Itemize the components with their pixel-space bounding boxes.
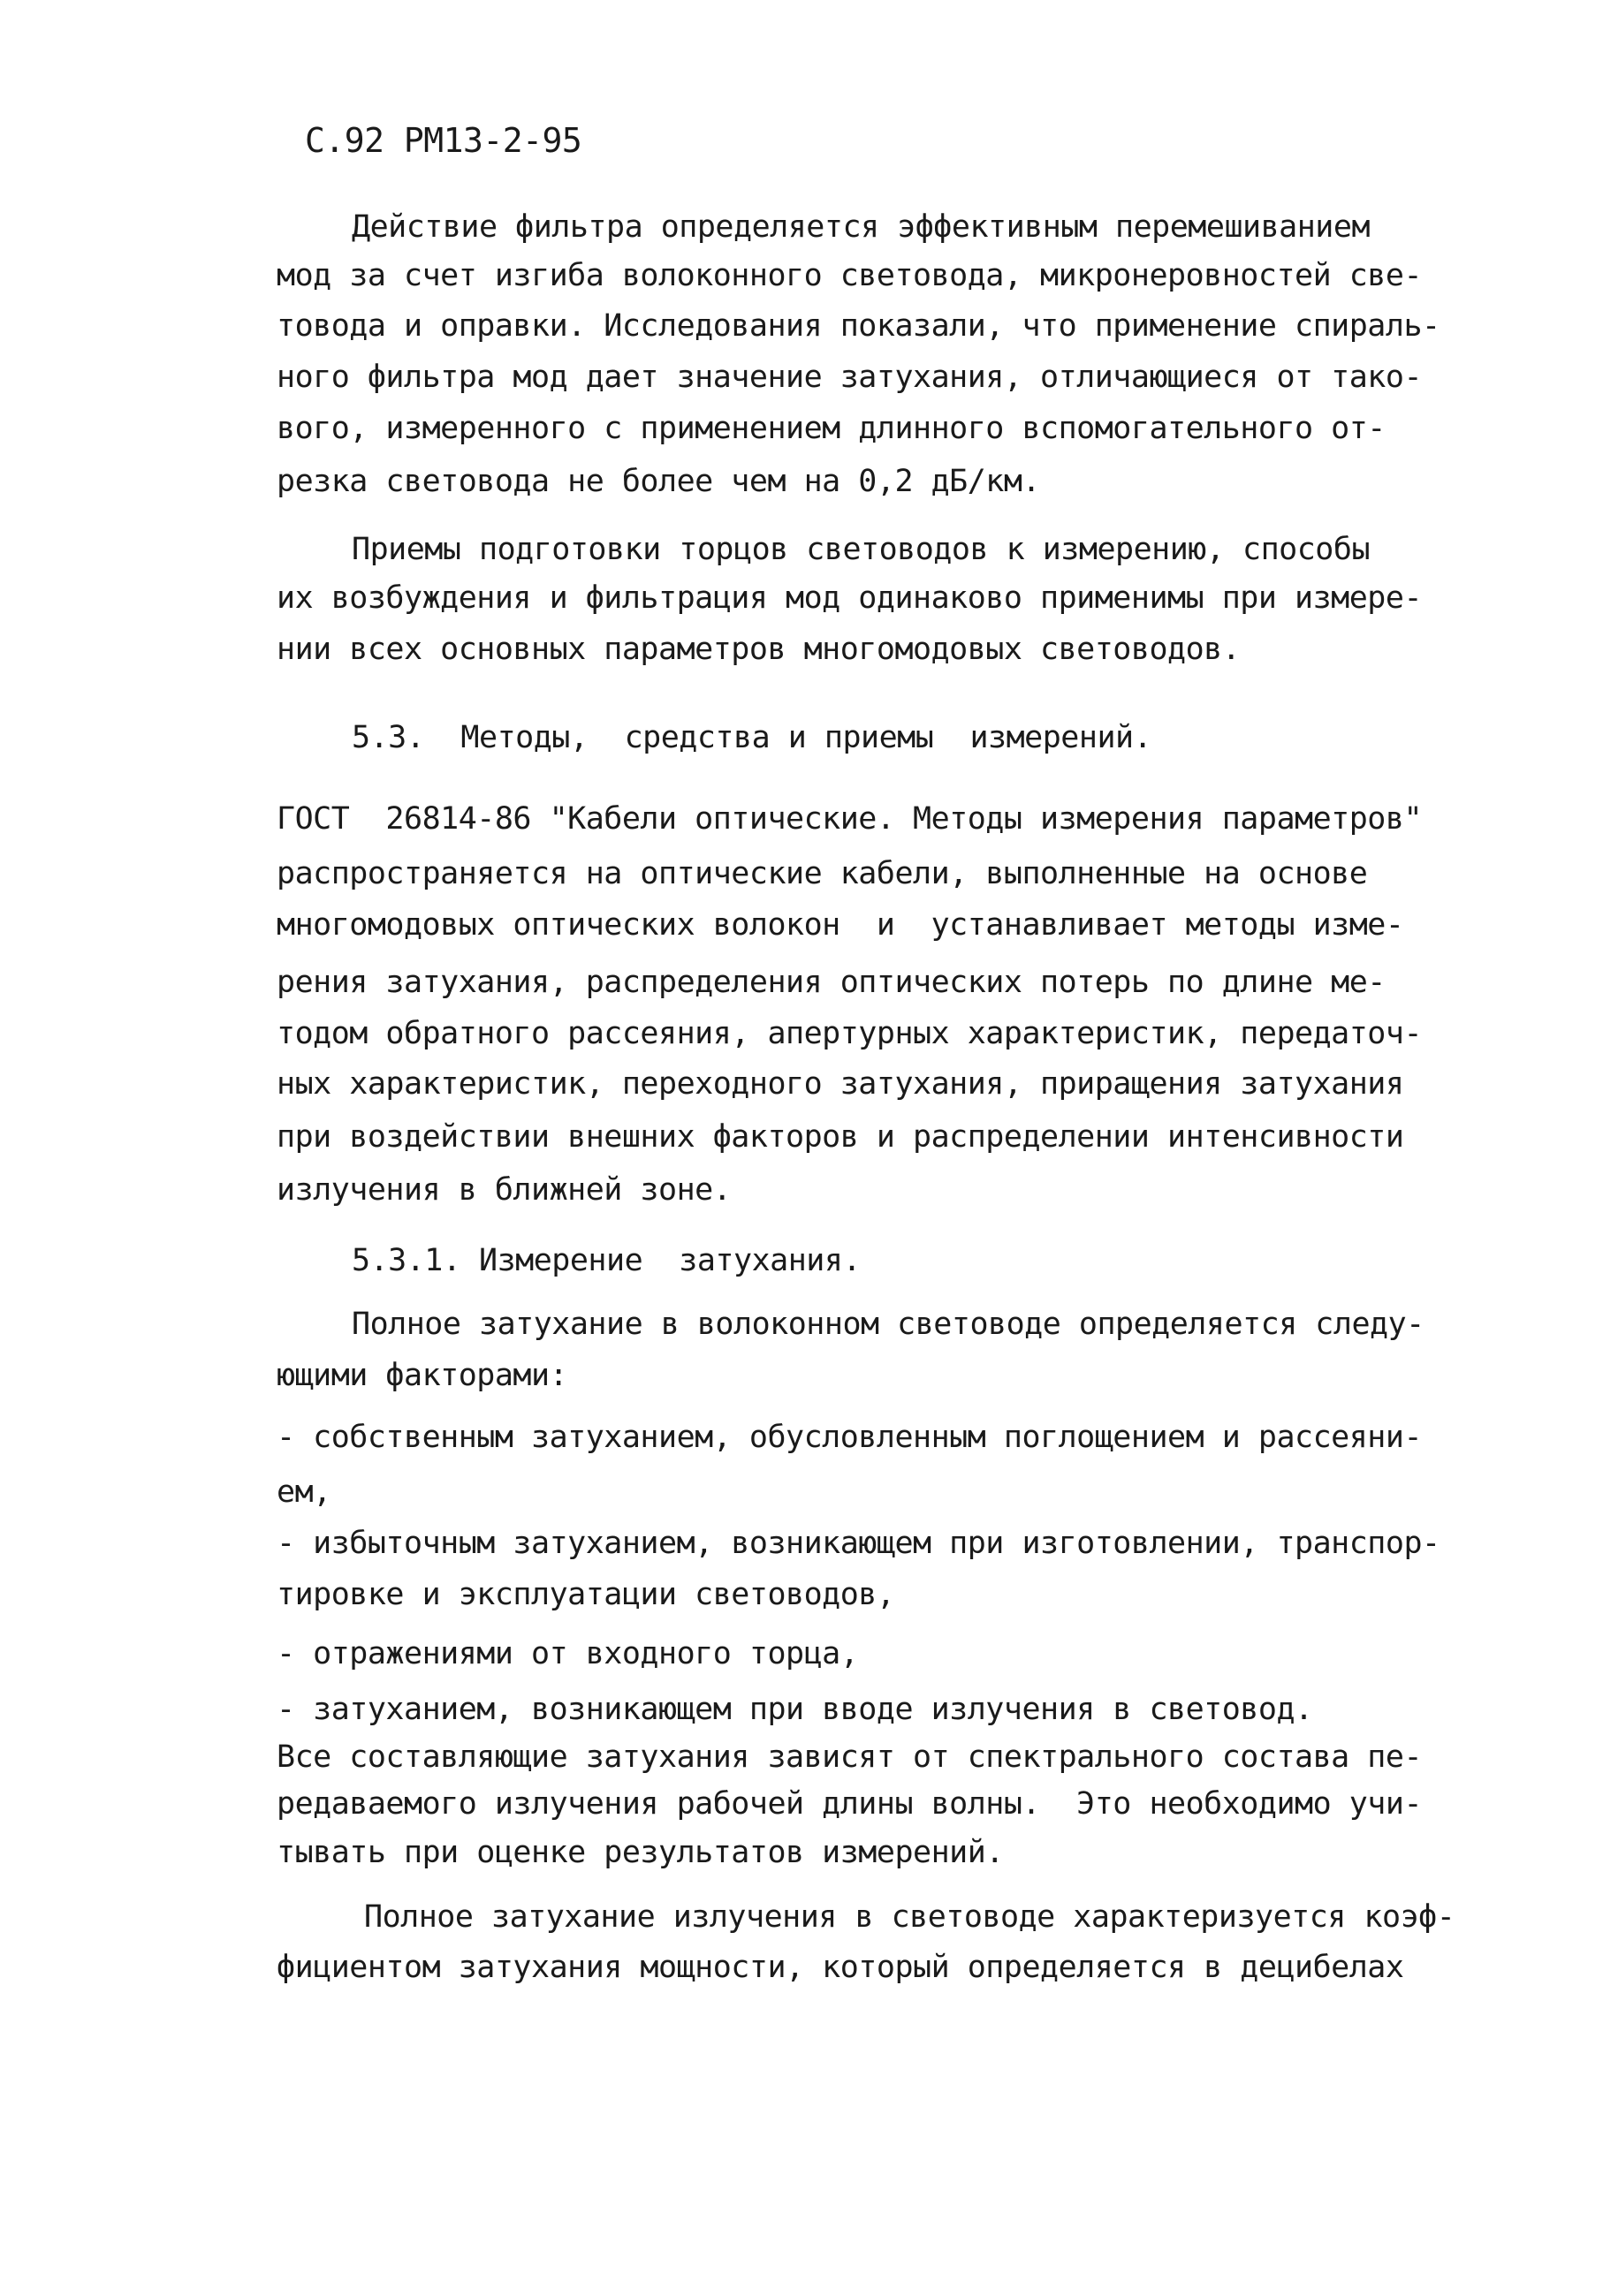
- text-line: вого, измеренного с применением длинного вспомогательного от-: [277, 411, 1386, 446]
- text-line: их возбуждения и фильтрация мод одинаково применимы при измере-: [277, 580, 1423, 616]
- text-line: Приемы подготовки торцов световодов к измерению, способы: [352, 532, 1371, 567]
- text-line: Все составляющие затухания зависят от спектрального состава пе-: [277, 1739, 1423, 1775]
- text-line: тывать при оценке результатов измерений.: [277, 1835, 1004, 1870]
- section-heading-5-3: 5.3. Методы, средства и приемы измерений.: [352, 720, 1152, 755]
- text-line: редаваемого излучения рабочей длины волны. Это необходимо учи-: [277, 1786, 1423, 1822]
- text-line: фициентом затухания мощности, который определяется в децибелах: [277, 1950, 1404, 1985]
- list-item: - избыточным затуханием, возникающем при изготовлении, транспор-: [277, 1526, 1440, 1561]
- text-line: Действие фильтра определяется эффективным перемешиванием: [352, 209, 1371, 245]
- text-line: Полное затухание излучения в световоде характеризуется коэф-: [364, 1899, 1455, 1935]
- text-line: многомодовых оптических волокон и устанавливает методы изме-: [277, 907, 1404, 943]
- text-line: ного фильтра мод дает значение затухания, отличающиеся от тако-: [277, 360, 1423, 395]
- list-item: - отражениями от входного торца,: [277, 1636, 859, 1671]
- list-item: ем,: [277, 1474, 331, 1510]
- text-line: рения затухания, распределения оптических потерь по длине ме-: [277, 965, 1386, 1000]
- text-line: нии всех основных параметров многомодовых световодов.: [277, 632, 1241, 667]
- list-item: - затуханием, возникающем при вводе излучения в световод.: [277, 1692, 1313, 1727]
- text-line: ГОСТ 26814-86 "Кабели оптические. Методы измерения параметров": [277, 801, 1423, 837]
- text-line: ных характеристик, переходного затухания, приращения затухания: [277, 1066, 1404, 1102]
- page-header: С.92 РМ13-2-95: [305, 121, 582, 160]
- text-line: резка световода не более чем на 0,2 дБ/км.: [277, 464, 1041, 499]
- text-line: мод за счет изгиба волоконного световода, микронеровностей све-: [277, 258, 1423, 293]
- section-heading-5-3-1: 5.3.1. Измерение затухания.: [352, 1243, 862, 1278]
- text-line: ющими факторами:: [277, 1358, 568, 1393]
- text-line: при воздействии внешних факторов и распределении интенсивности: [277, 1119, 1404, 1155]
- text-line: товода и оправки. Исследования показали, что применение спираль-: [277, 308, 1440, 344]
- text-line: излучения в ближней зоне.: [277, 1172, 732, 1208]
- list-item: - собственным затуханием, обусловленным поглощением и рассеяни-: [277, 1420, 1423, 1455]
- text-line: тодом обратного рассеяния, апертурных характеристик, передаточ-: [277, 1016, 1423, 1051]
- list-item: тировке и эксплуатации световодов,: [277, 1577, 895, 1612]
- text-line: Полное затухание в волоконном световоде определяется следу-: [352, 1307, 1424, 1342]
- text-line: распространяется на оптические кабели, выполненные на основе: [277, 856, 1368, 891]
